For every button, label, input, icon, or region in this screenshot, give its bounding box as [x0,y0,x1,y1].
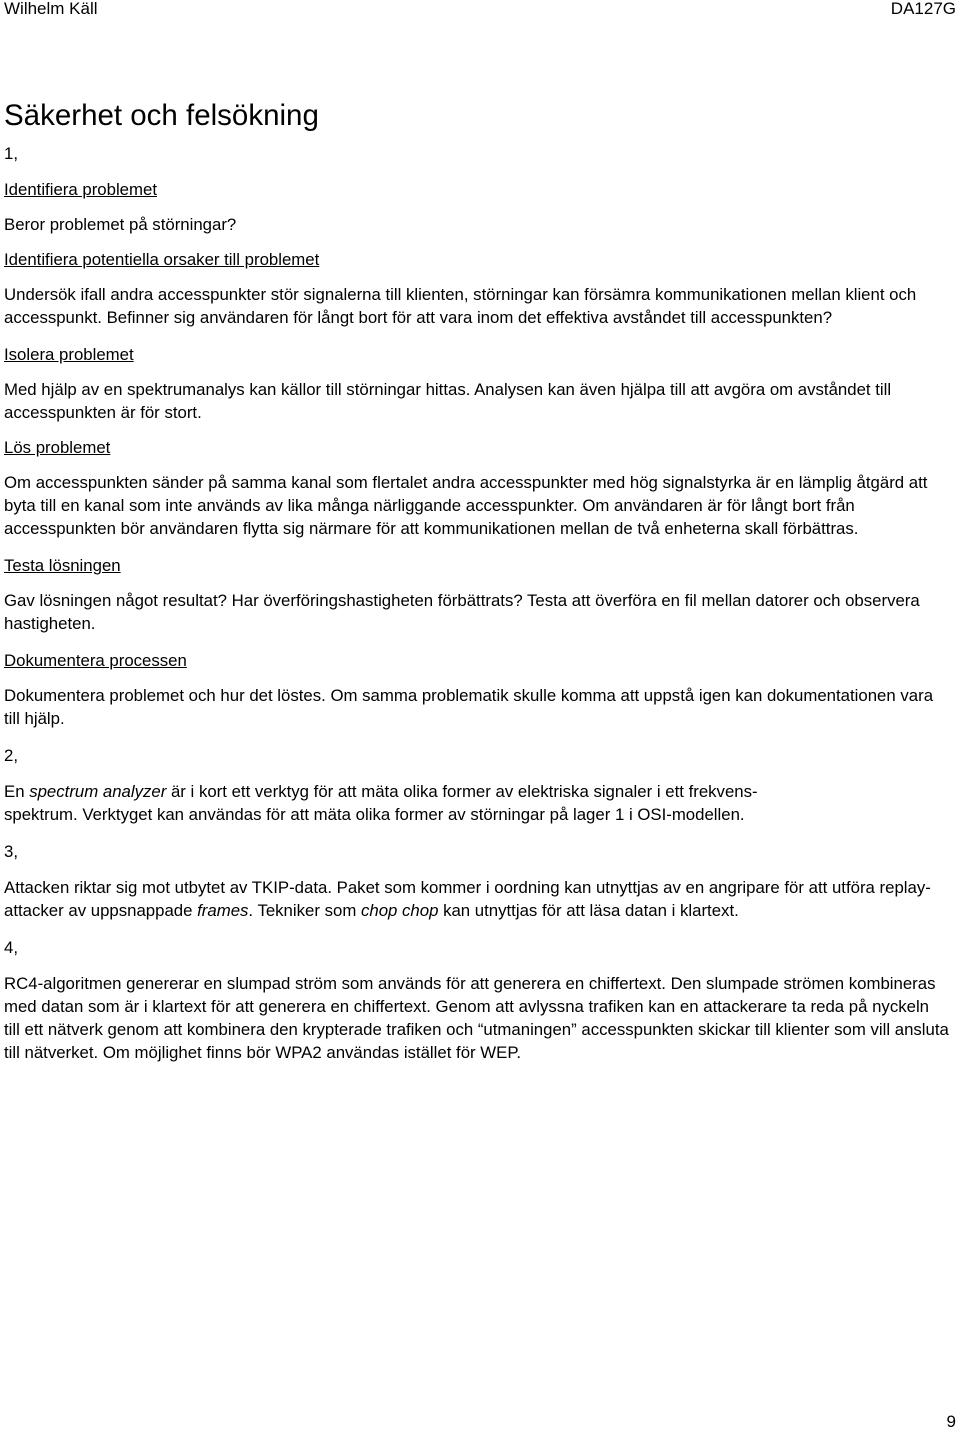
header-course-code: DA127G [890,0,956,18]
isolate-problem-text: Med hjälp av en spektrumanalys kan källor till störningar hittas. Analysen kan även hjälpa till att avgöra om avståndet till accesspunkten är för stort. [4,380,892,422]
header-author: Wilhelm Käll [4,0,98,18]
question-1-number: 1, [4,144,18,163]
solve-problem-text: Om accesspunkten sänder på samma kanal som flertalet andra accesspunkter med hög signalstyrka är en lämplig åtgärd att byta till en kanal som inte används av lika många närliggande accesspunkter. Om användaren är för långt bort från accesspunkten bör användaren flytta sig närmare för att kommunikationen mellan de två enheterna skall förbättras. [4,473,928,538]
question-4-text: RC4-algoritmen genererar en slumpad ström som används för att generera en chiffertext. Den slumpade strömen kombineras med datan som är i klartext för att generera en chiffertext. Genom att avlyssna trafiken kan en attackerare ta reda på nyckeln till ett nätverk genom att kombinera den krypterade trafiken och “utmaningen” accesspunkten skickar till klienter som vill ansluta till nätverket. Om möjlighet finns bör WPA2 användas istället för WEP. [4,974,949,1062]
isolate-problem-heading: Isolera problemet [4,345,134,364]
page-header [4,0,956,22]
document-process-text: Dokumentera problemet och hur det löstes. Om samma problematik skulle komma att uppstå igen kan dokumentationen vara till hjälp. [4,686,934,728]
question-4-number: 4, [4,938,18,957]
question-3-number: 3, [4,842,18,861]
document-process-heading: Dokumentera processen [4,651,187,670]
identify-problem-text: Beror problemet på störningar? [4,215,237,234]
question-2-text: En spectrum analyzer är i kort ett verktyg för att mäta olika former av elektriska signaler i ett frekvens- spektrum. Verktyget kan användas för att mäta olika former av störningar på lager 1 i OSI-modellen. [4,782,758,824]
page-content [4,98,949,1078]
potential-causes-heading: Identifiera potentiella orsaker till problemet [4,250,320,269]
test-solution-heading: Testa lösningen [4,556,121,575]
potential-causes-text: Undersök ifall andra accesspunkter stör signalerna till klienten, störningar kan försämra kommunikationen mellan klient och accesspunkt. Befinner sig användaren för långt bort för att vara inom det effektiva avståndet till accesspunkten? [4,285,917,327]
solve-problem-heading: Lös problemet [4,438,111,457]
question-2-number: 2, [4,746,18,765]
identify-problem-heading: Identifiera problemet [4,180,157,199]
question-3-text: Attacken riktar sig mot utbytet av TKIP-data. Paket som kommer i oordning kan utnyttjas av en angripare för att utföra replay-attacker av uppsnappade frames. Tekniker som chop chop kan utnyttjas för att läsa datan i klartext. [4,878,931,920]
page-number: 9 [946,1412,956,1431]
page-title: Säkerhet och felsökning [4,99,319,132]
test-solution-text: Gav lösningen något resultat? Har överföringshastigheten förbättrats? Testa att överföra en fil mellan datorer och observera hastigheten. [4,591,920,633]
